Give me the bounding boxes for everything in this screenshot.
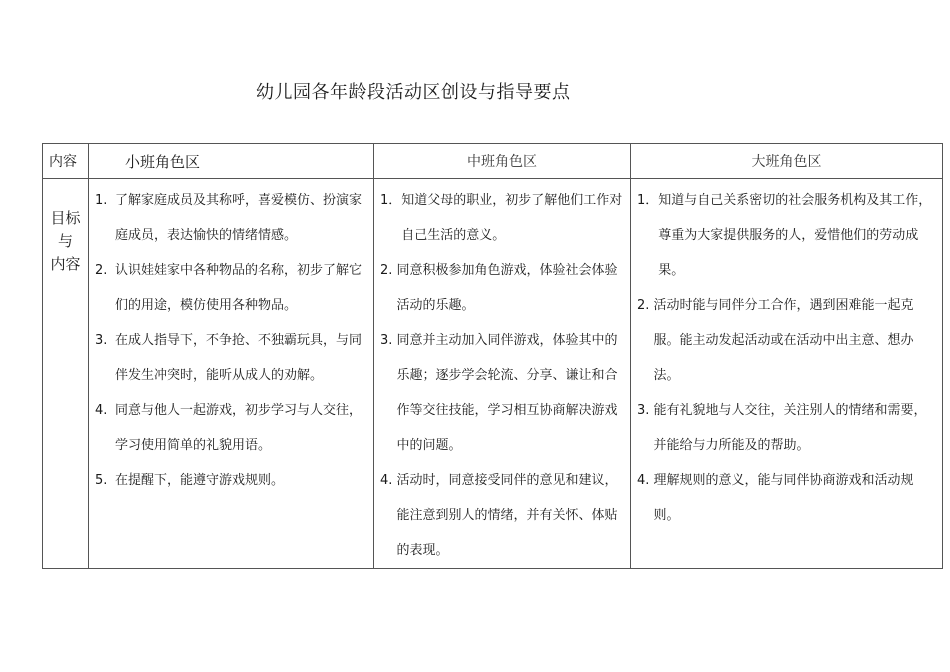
item-number: 5. xyxy=(95,473,108,488)
list-item xyxy=(95,323,367,393)
list-item xyxy=(95,183,367,253)
list-item xyxy=(380,183,624,253)
item-number: 4. xyxy=(380,473,397,488)
header-small-class: 小班角色区 xyxy=(89,144,374,179)
item-text: 认识娃娃家中各种物品的名称，初步了解它们的用途，模仿使用各种物品。 xyxy=(115,263,363,313)
item-text: 活动时，同意接受同伴的意见和建议，能注意到别人的情绪，并有关怀、体贴的表现。 xyxy=(396,473,618,558)
list-item xyxy=(637,393,936,463)
item-number: 3. xyxy=(95,333,108,348)
row-label-line: 目标 xyxy=(50,209,81,227)
item-number: 1. xyxy=(95,193,108,208)
list-item xyxy=(95,253,367,323)
item-text: 活动时能与同伴分工合作，遇到困难能一起克服。能主动发起活动或在活动中出主意、想办法。 xyxy=(653,298,914,383)
item-text: 了解家庭成员及其称呼，喜爱模仿、扮演家庭成员，表达愉快的情绪情感。 xyxy=(115,193,363,243)
row-label-line: 内容 xyxy=(50,255,81,273)
item-text: 在成人指导下，不争抢、不独霸玩具，与同伴发生冲突时，能听从成人的劝解。 xyxy=(115,333,363,383)
item-number: 4. xyxy=(637,473,654,488)
item-number: 3. xyxy=(380,333,397,348)
row-label-line: 与 xyxy=(57,232,73,250)
list-item xyxy=(637,463,936,533)
item-number: 1． xyxy=(380,193,402,208)
item-text: 在提醒下，能遵守游戏规则。 xyxy=(115,473,285,488)
list-item xyxy=(637,288,936,393)
item-number: 3. xyxy=(637,403,654,418)
item-number: 2. xyxy=(637,298,654,313)
document-title: 幼儿园各年龄段活动区创设与指导要点 xyxy=(256,82,571,103)
item-text: 同意与他人一起游戏，初步学习与人交往，学习使用简单的礼貌用语。 xyxy=(115,403,363,453)
item-text: 知道父母的职业，初步了解他们工作对自己生活的意义。 xyxy=(401,193,623,243)
middle-class-list xyxy=(374,179,630,568)
header-middle-class: 中班角色区 xyxy=(374,144,631,179)
header-large-class: 大班角色区 xyxy=(631,144,943,179)
list-item xyxy=(95,463,367,498)
item-text: 知道与自己关系密切的社会服务机构及其工作，尊重为大家提供服务的人，爱惜他们的劳动成果。 xyxy=(658,193,932,278)
header-row xyxy=(43,144,943,179)
list-item xyxy=(380,323,624,463)
large-class-list xyxy=(631,179,942,533)
item-number: 2. xyxy=(380,263,397,278)
row-label xyxy=(43,179,89,569)
activity-table xyxy=(42,143,943,569)
small-class-list xyxy=(89,179,373,498)
list-item xyxy=(95,393,367,463)
list-item xyxy=(380,253,624,323)
item-text: 理解规则的意义，能与同伴协商游戏和活动规则。 xyxy=(653,473,914,523)
item-text: 能有礼貌地与人交往，关注别人的情绪和需要，并能给与力所能及的帮助。 xyxy=(653,403,927,453)
small-class-cell xyxy=(89,179,374,569)
middle-class-cell xyxy=(374,179,631,569)
item-number: 4. xyxy=(95,403,108,418)
header-content-label: 内容 xyxy=(43,144,89,179)
item-text: 同意积极参加角色游戏，体验社会体验活动的乐趣。 xyxy=(396,263,618,313)
item-text: 同意并主动加入同伴游戏，体验其中的乐趣；逐步学会轮流、分享、谦让和合作等交往技能，学习相互协商解决游戏中的问题。 xyxy=(396,333,618,453)
goals-row xyxy=(43,179,943,569)
large-class-cell xyxy=(631,179,943,569)
list-item xyxy=(380,463,624,568)
item-number: 1． xyxy=(637,193,659,208)
list-item xyxy=(637,183,936,288)
item-number: 2. xyxy=(95,263,108,278)
